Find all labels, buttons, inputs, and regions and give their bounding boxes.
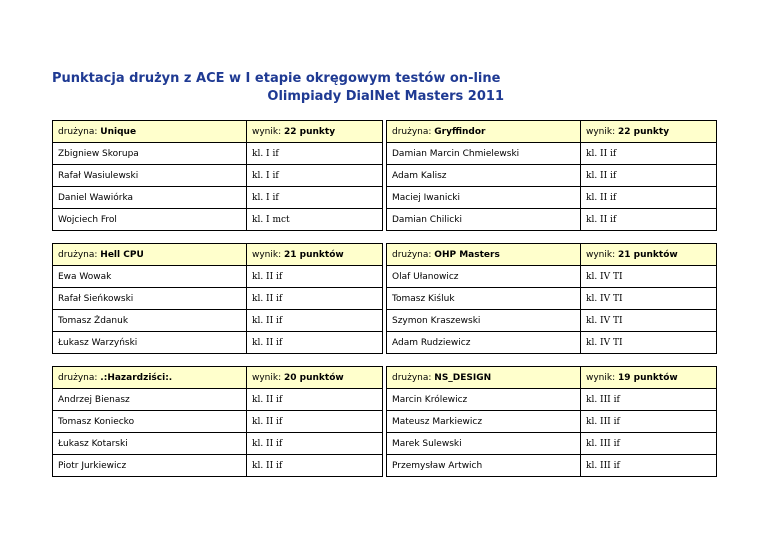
- member-name: Przemysław Artwich: [387, 455, 581, 477]
- member-class: kl. III if: [581, 411, 717, 433]
- score-label: wynik:: [586, 126, 616, 137]
- team-label: drużyna:: [392, 249, 432, 260]
- team-score: 19 punktów: [618, 372, 678, 383]
- member-name: Daniel Wawiórka: [53, 187, 247, 209]
- title-line-1: Punktacja drużyn z ACE w I etapie okręgowym testów on-line: [52, 71, 501, 86]
- member-name: Rafał Wasiulewski: [53, 165, 247, 187]
- score-label: wynik:: [586, 249, 616, 260]
- table-row: [387, 187, 717, 209]
- team-header-row: [387, 121, 717, 143]
- member-class: kl. II if: [247, 389, 383, 411]
- member-class: kl. III if: [581, 433, 717, 455]
- table-row: [387, 165, 717, 187]
- member-name: Łukasz Warzyński: [53, 332, 247, 354]
- member-class: kl. II if: [247, 266, 383, 288]
- member-class: kl. IV TI: [581, 332, 717, 354]
- team-table: [386, 366, 717, 477]
- table-row: [387, 310, 717, 332]
- team-name: OHP Masters: [434, 249, 500, 260]
- team-name: Gryffindor: [434, 126, 486, 137]
- member-name: Łukasz Kotarski: [53, 433, 247, 455]
- member-class: kl. III if: [581, 455, 717, 477]
- member-name: Andrzej Bienasz: [53, 389, 247, 411]
- member-class: kl. IV TI: [581, 288, 717, 310]
- table-row: [53, 332, 383, 354]
- table-row: [387, 288, 717, 310]
- table-row: [53, 288, 383, 310]
- team-header-row: [387, 367, 717, 389]
- table-row: [53, 187, 383, 209]
- table-row: [387, 455, 717, 477]
- team-table: [386, 120, 717, 231]
- table-row: [387, 433, 717, 455]
- title-line-2: Olimpiady DialNet Masters 2011: [267, 89, 504, 104]
- table-row: [53, 266, 383, 288]
- member-name: Adam Kalisz: [387, 165, 581, 187]
- team-score: 21 punktów: [618, 249, 678, 260]
- member-name: Damian Chilicki: [387, 209, 581, 231]
- member-class: kl. II if: [247, 411, 383, 433]
- team-label: drużyna:: [392, 372, 432, 383]
- member-class: kl. II if: [581, 187, 717, 209]
- table-row: [53, 143, 383, 165]
- table-row: [387, 266, 717, 288]
- score-label: wynik:: [252, 126, 282, 137]
- member-name: Damian Marcin Chmielewski: [387, 143, 581, 165]
- member-class: kl. IV TI: [581, 266, 717, 288]
- member-class: kl. II if: [247, 310, 383, 332]
- team-name-cell: [387, 244, 581, 266]
- team-name: NS_DESIGN: [434, 372, 492, 383]
- team-header-row: [387, 244, 717, 266]
- table-row: [53, 389, 383, 411]
- page-title: [52, 70, 504, 106]
- member-name: Olaf Ułanowicz: [387, 266, 581, 288]
- score-label: wynik:: [252, 372, 282, 383]
- team-label: drużyna:: [58, 249, 98, 260]
- member-class: kl. II if: [581, 143, 717, 165]
- team-score-cell: [581, 121, 717, 143]
- member-name: Rafał Sieńkowski: [53, 288, 247, 310]
- team-score: 20 punktów: [284, 372, 344, 383]
- member-class: kl. II if: [247, 332, 383, 354]
- team-label: drużyna:: [58, 126, 98, 137]
- member-name: Mateusz Markiewicz: [387, 411, 581, 433]
- member-name: Wojciech Frol: [53, 209, 247, 231]
- table-row: [387, 389, 717, 411]
- member-class: kl. II if: [581, 209, 717, 231]
- team-score: 21 punktów: [284, 249, 344, 260]
- team-score-cell: [247, 121, 383, 143]
- member-class: kl. IV TI: [581, 310, 717, 332]
- member-name: Marek Sulewski: [387, 433, 581, 455]
- table-row: [53, 433, 383, 455]
- member-class: kl. II if: [247, 288, 383, 310]
- member-class: kl. II if: [247, 455, 383, 477]
- member-name: Zbigniew Skorupa: [53, 143, 247, 165]
- member-class: kl. I if: [247, 143, 383, 165]
- team-header-row: [53, 367, 383, 389]
- member-name: Maciej Iwanicki: [387, 187, 581, 209]
- member-class: kl. III if: [581, 389, 717, 411]
- team-name-cell: [53, 367, 247, 389]
- member-name: Piotr Jurkiewicz: [53, 455, 247, 477]
- table-row: [387, 411, 717, 433]
- team-name-cell: [53, 121, 247, 143]
- member-name: Tomasz Kiśluk: [387, 288, 581, 310]
- member-class: kl. II if: [581, 165, 717, 187]
- member-name: Ewa Wowak: [53, 266, 247, 288]
- team-score-cell: [247, 244, 383, 266]
- team-score: 22 punkty: [284, 126, 336, 137]
- team-name-cell: [387, 367, 581, 389]
- score-label: wynik:: [252, 249, 282, 260]
- team-score-cell: [247, 367, 383, 389]
- member-name: Tomasz Koniecko: [53, 411, 247, 433]
- member-class: kl. I mct: [247, 209, 383, 231]
- table-row: [53, 165, 383, 187]
- team-header-row: [53, 244, 383, 266]
- member-name: Marcin Królewicz: [387, 389, 581, 411]
- team-label: drużyna:: [58, 372, 98, 383]
- member-name: Szymon Kraszewski: [387, 310, 581, 332]
- table-row: [387, 209, 717, 231]
- team-name-cell: [387, 121, 581, 143]
- team-name: .:Hazardziści:.: [100, 372, 173, 383]
- team-label: drużyna:: [392, 126, 432, 137]
- member-name: Adam Rudziewicz: [387, 332, 581, 354]
- team-table: [52, 366, 383, 477]
- table-row: [387, 143, 717, 165]
- member-class: kl. I if: [247, 187, 383, 209]
- member-class: kl. I if: [247, 165, 383, 187]
- team-table: [52, 243, 383, 354]
- team-name: Unique: [100, 126, 137, 137]
- member-class: kl. II if: [247, 433, 383, 455]
- team-score: 22 punkty: [618, 126, 670, 137]
- team-score-cell: [581, 244, 717, 266]
- team-header-row: [53, 121, 383, 143]
- table-row: [53, 209, 383, 231]
- team-name-cell: [53, 244, 247, 266]
- team-table: [52, 120, 383, 231]
- table-row: [53, 310, 383, 332]
- member-name: Tomasz Żdanuk: [53, 310, 247, 332]
- table-row: [53, 411, 383, 433]
- score-label: wynik:: [586, 372, 616, 383]
- team-name: Hell CPU: [100, 249, 144, 260]
- table-row: [387, 332, 717, 354]
- table-row: [53, 455, 383, 477]
- team-score-cell: [581, 367, 717, 389]
- team-table: [386, 243, 717, 354]
